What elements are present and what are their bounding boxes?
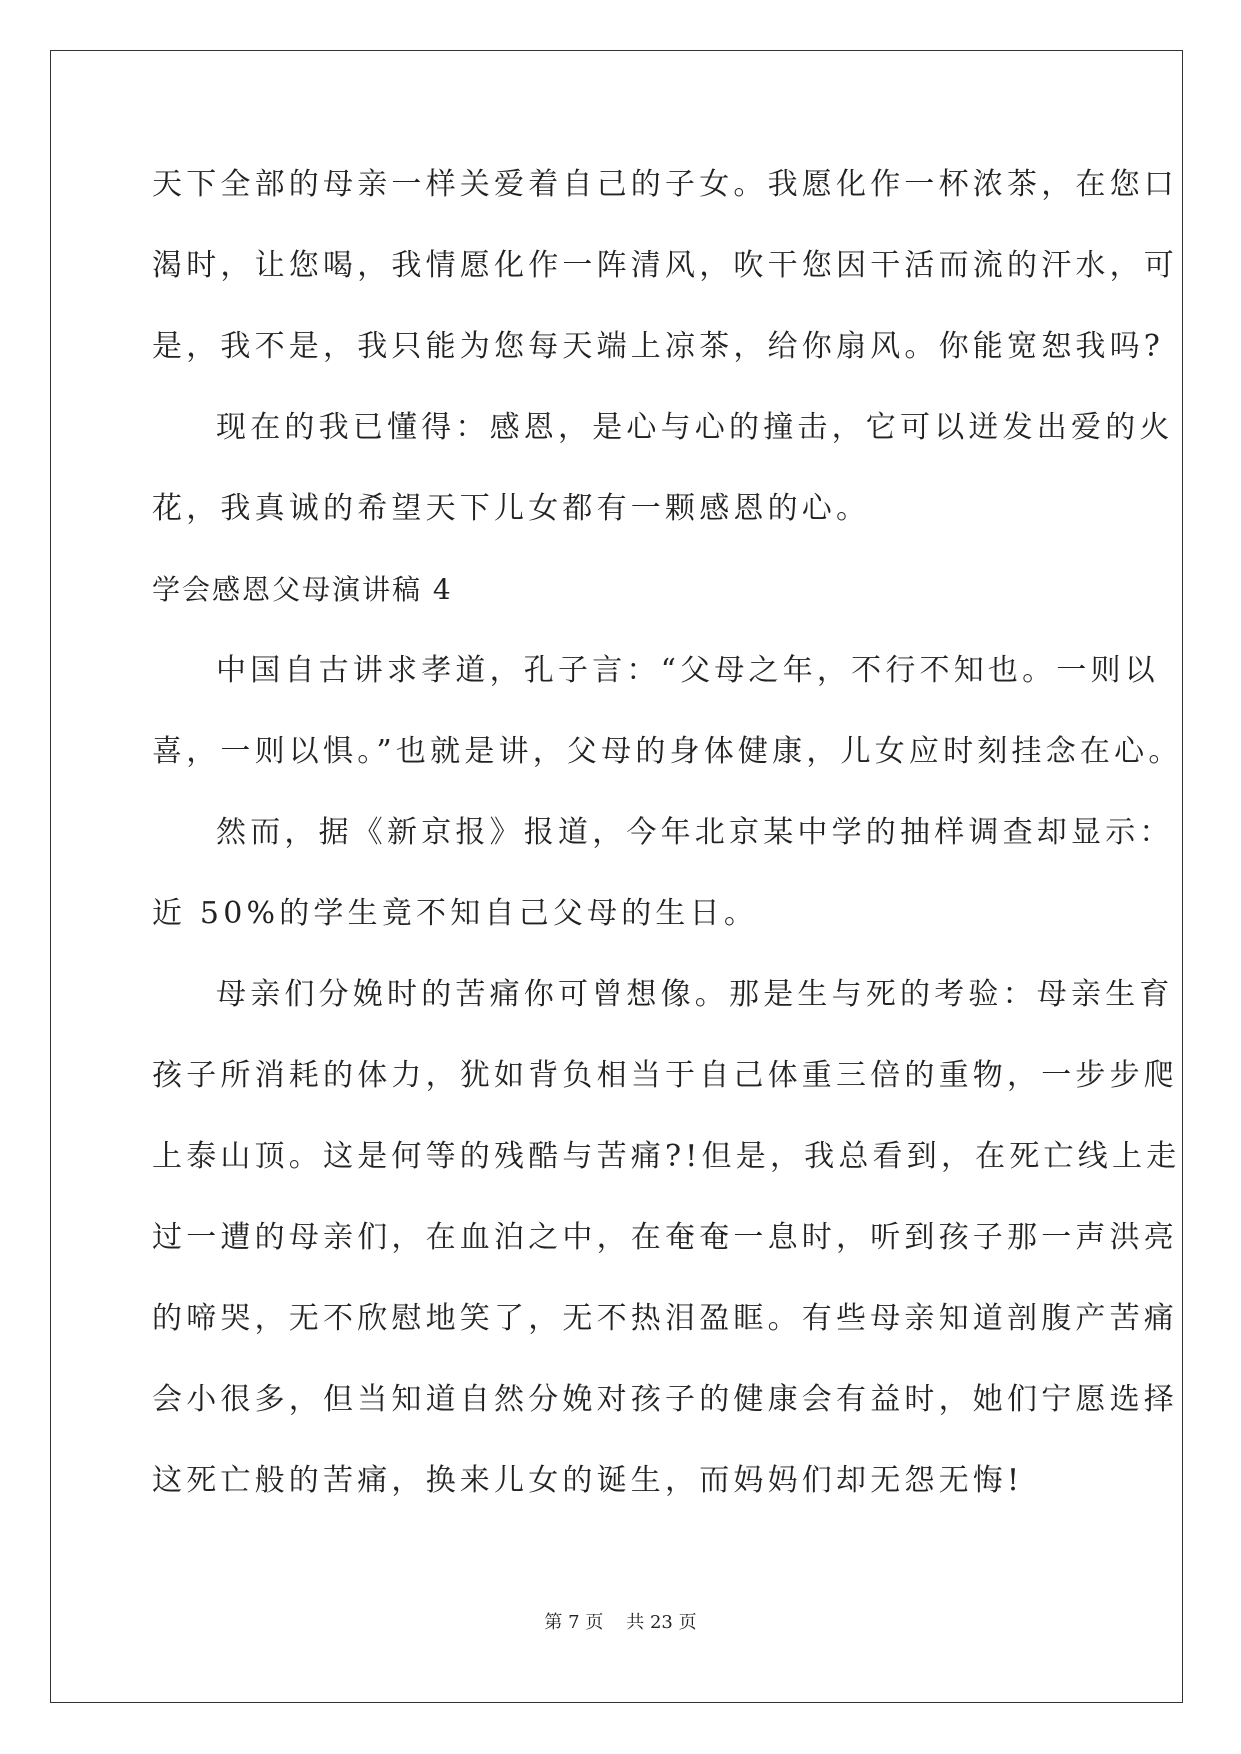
text-line: 天下全部的母亲一样关爱着自己的子女。我愿化作一杯浓茶，在您口 [152,167,1178,202]
text-line: 会小很多，但当知道自然分娩对孩子的健康会有益时，她们宁愿选择 [152,1382,1178,1417]
page-total: 共 23 页 [626,1612,697,1633]
text-line: 花，我真诚的希望天下儿女都有一颗感恩的心。 [152,491,871,526]
page-number: 第 7 页 [544,1612,604,1633]
paragraph-start-line: 现在的我已懂得：感恩，是心与心的撞击，它可以迸发出爱的火 [216,410,1174,445]
page-footer [0,1611,1241,1635]
section-heading: 学会感恩父母演讲稿 4 [152,573,453,606]
paragraph-start-line: 然而，据《新京报》报道，今年北京某中学的抽样调查却显示： [216,815,1174,850]
text-line: 这死亡般的苦痛，换来儿女的诞生，而妈妈们却无怨无悔! [152,1463,1024,1498]
document-body [152,164,1183,1541]
text-line: 渴时，让您喝，我情愿化作一阵清风，吹干您因干活而流的汗水，可 [152,248,1178,283]
text-line: 近 50%的学生竟不知自己父母的生日。 [152,896,759,931]
text-line: 的啼哭，无不欣慰地笑了，无不热泪盈眶。有些母亲知道剖腹产苦痛 [152,1301,1178,1336]
paragraph-start-line: 中国自古讲求孝道，孔子言：“父母之年，不行不知也。一则以 [216,653,1159,688]
text-line: 孩子所消耗的体力，犹如背负相当于自己体重三倍的重物，一步步爬 [152,1058,1178,1093]
paragraph-start-line: 母亲们分娩时的苦痛你可曾想像。那是生与死的考验：母亲生育 [216,977,1174,1012]
text-line: 是，我不是，我只能为您每天端上凉茶，给你扇风。你能宽恕我吗? [152,329,1165,364]
text-line: 喜，一则以惧。”也就是讲，父母的身体健康，儿女应时刻挂念在心。 [152,734,1183,769]
text-line: 上泰山顶。这是何等的残酷与苦痛?!但是，我总看到，在死亡线上走 [152,1139,1181,1174]
text-line: 过一遭的母亲们，在血泊之中，在奄奄一息时，听到孩子那一声洪亮 [152,1220,1178,1255]
